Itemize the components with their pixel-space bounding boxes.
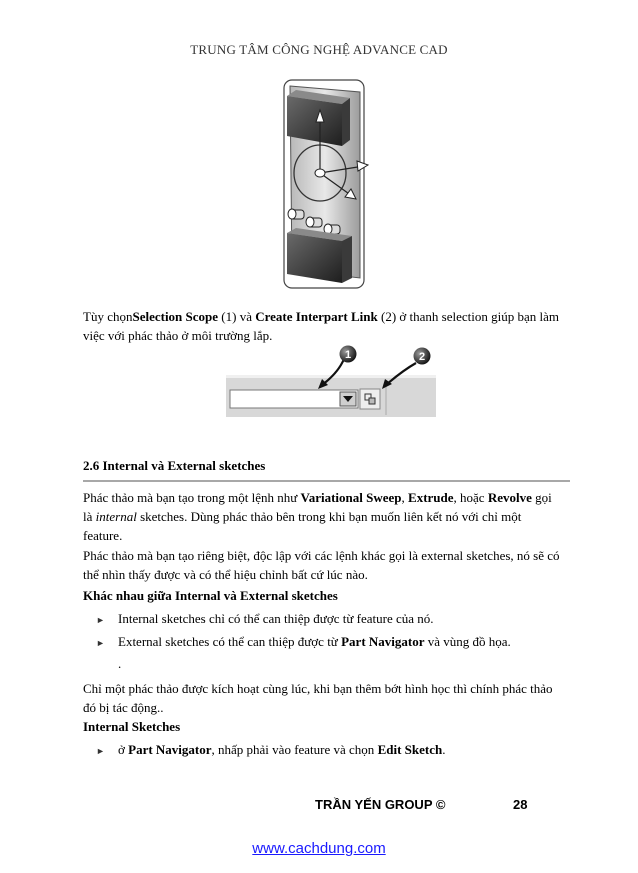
text: sketches. Dùng phác thảo bên trong khi bạn muốn liên kết nó với chỉ một feature.	[83, 509, 522, 543]
text: , hoặc	[453, 490, 488, 505]
edit-sketch-term: Edit Sketch	[377, 742, 443, 757]
text: gọi là	[83, 490, 552, 524]
bullet-arrow-icon: ►	[96, 638, 105, 648]
list-dot: .	[118, 656, 122, 671]
list-item-text: ở	[118, 742, 129, 757]
website-link[interactable]: www.cachdung.com	[252, 840, 386, 857]
footer-group: TRẦN YẾN GROUP ©	[315, 797, 446, 812]
internal-sketches-heading: Internal Sketches	[83, 719, 181, 734]
text: (1) và	[218, 309, 256, 324]
extrude-term: Extrude	[408, 490, 454, 505]
list-item-text: , nhấp phải vào feature và chọn	[211, 742, 378, 757]
list-item	[96, 632, 566, 653]
text: ,	[401, 490, 409, 505]
list-item-text: .	[442, 742, 446, 757]
bullet-arrow-icon: ►	[96, 615, 105, 625]
list-item-text: và vùng đồ họa.	[424, 634, 511, 649]
selection-scope-term: Selection Scope	[132, 309, 219, 324]
text: Phác thảo mà bạn tạo trong một lệnh như	[83, 490, 301, 505]
selection-bar-figure	[226, 345, 436, 420]
internal-term: internal	[95, 509, 137, 524]
page-number: 28	[513, 797, 528, 812]
part-navigator-term: Part Navigator	[128, 742, 212, 757]
bullet-arrow-icon: ►	[96, 746, 105, 756]
list-item-text: Internal sketches chỉ có thể can thiệp được từ feature của nó.	[118, 611, 434, 626]
section-divider	[83, 480, 570, 482]
revolve-term: Revolve	[487, 490, 532, 505]
difference-heading: Khác nhau giữa Internal và External sketches	[83, 588, 338, 603]
text: Tùy chọn	[83, 309, 133, 324]
external-sketch-paragraph: Phác thảo mà bạn tạo riêng biệt, độc lập với các lệnh khác gọi là external sketches, nó sẽ có thể nhìn thấy được và có thể hiệu chỉnh bất cứ lúc nào.	[83, 548, 560, 582]
internal-sketch-paragraph	[83, 488, 561, 545]
create-interpart-link-term: Create Interpart Link	[255, 309, 378, 324]
page-header: TRUNG TÂM CÔNG NGHỆ ADVANCE CAD	[190, 42, 448, 57]
text: (2) ở thanh selection giúp bạn làm việc với phác thảo ở môi trường lắp.	[83, 309, 560, 343]
list-item	[96, 609, 566, 630]
variational-sweep-term: Variational Sweep	[300, 490, 402, 505]
section-heading: 2.6 Internal và External sketches	[83, 458, 266, 473]
list-item-text: External sketches có thể can thiệp được từ	[118, 634, 342, 649]
list-item	[96, 740, 566, 761]
callout-1-label: 1	[344, 349, 352, 361]
cad-part-figure	[262, 78, 372, 293]
part-navigator-term: Part Navigator	[341, 634, 425, 649]
callout-2-label: 2	[418, 351, 426, 363]
selection-scope-paragraph	[83, 307, 561, 345]
active-sketch-paragraph: Chỉ một phác thảo được kích hoạt cùng lúc, khi bạn thêm bớt hình học thì chính phác thảo đó bị tác động..	[83, 681, 553, 715]
